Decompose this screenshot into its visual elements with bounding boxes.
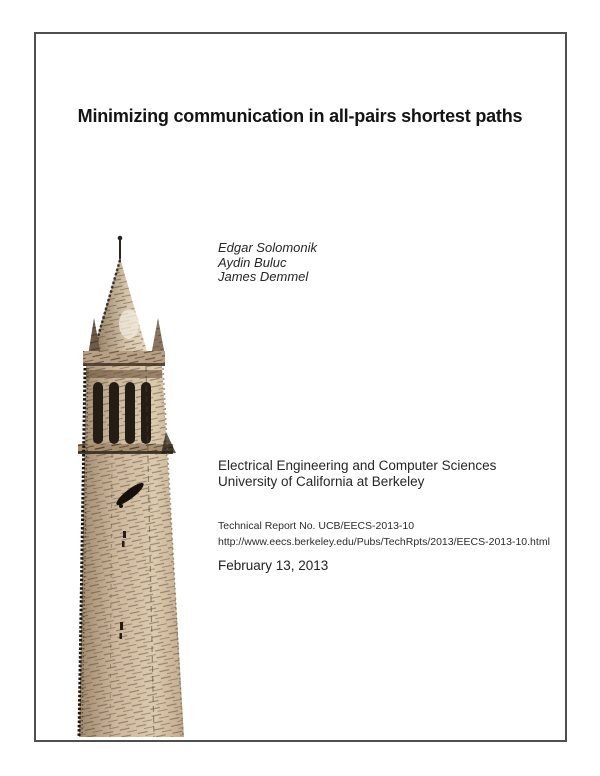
- report-url: http://www.eecs.berkeley.edu/Pubs/TechRpts/2013/EECS-2013-10.html: [218, 536, 550, 548]
- affiliation-university: University of California at Berkeley: [218, 473, 425, 489]
- author-name: Aydin Buluc: [218, 254, 287, 270]
- author-name: James Demmel: [218, 269, 309, 284]
- author-list: [218, 241, 317, 285]
- report-date: February 13, 2013: [218, 558, 329, 573]
- author-name: Edgar Solomonik: [218, 240, 317, 255]
- campanile-tower-image: [66, 232, 198, 742]
- affiliation-department: Electrical Engineering and Computer Sciences: [218, 458, 497, 473]
- report-number: Technical Report No. UCB/EECS-2013-10: [218, 520, 415, 532]
- affiliation-block: [218, 458, 496, 489]
- report-meta-block: [218, 518, 550, 550]
- page-title: Minimizing communication in all-pairs shortest paths: [77, 106, 523, 127]
